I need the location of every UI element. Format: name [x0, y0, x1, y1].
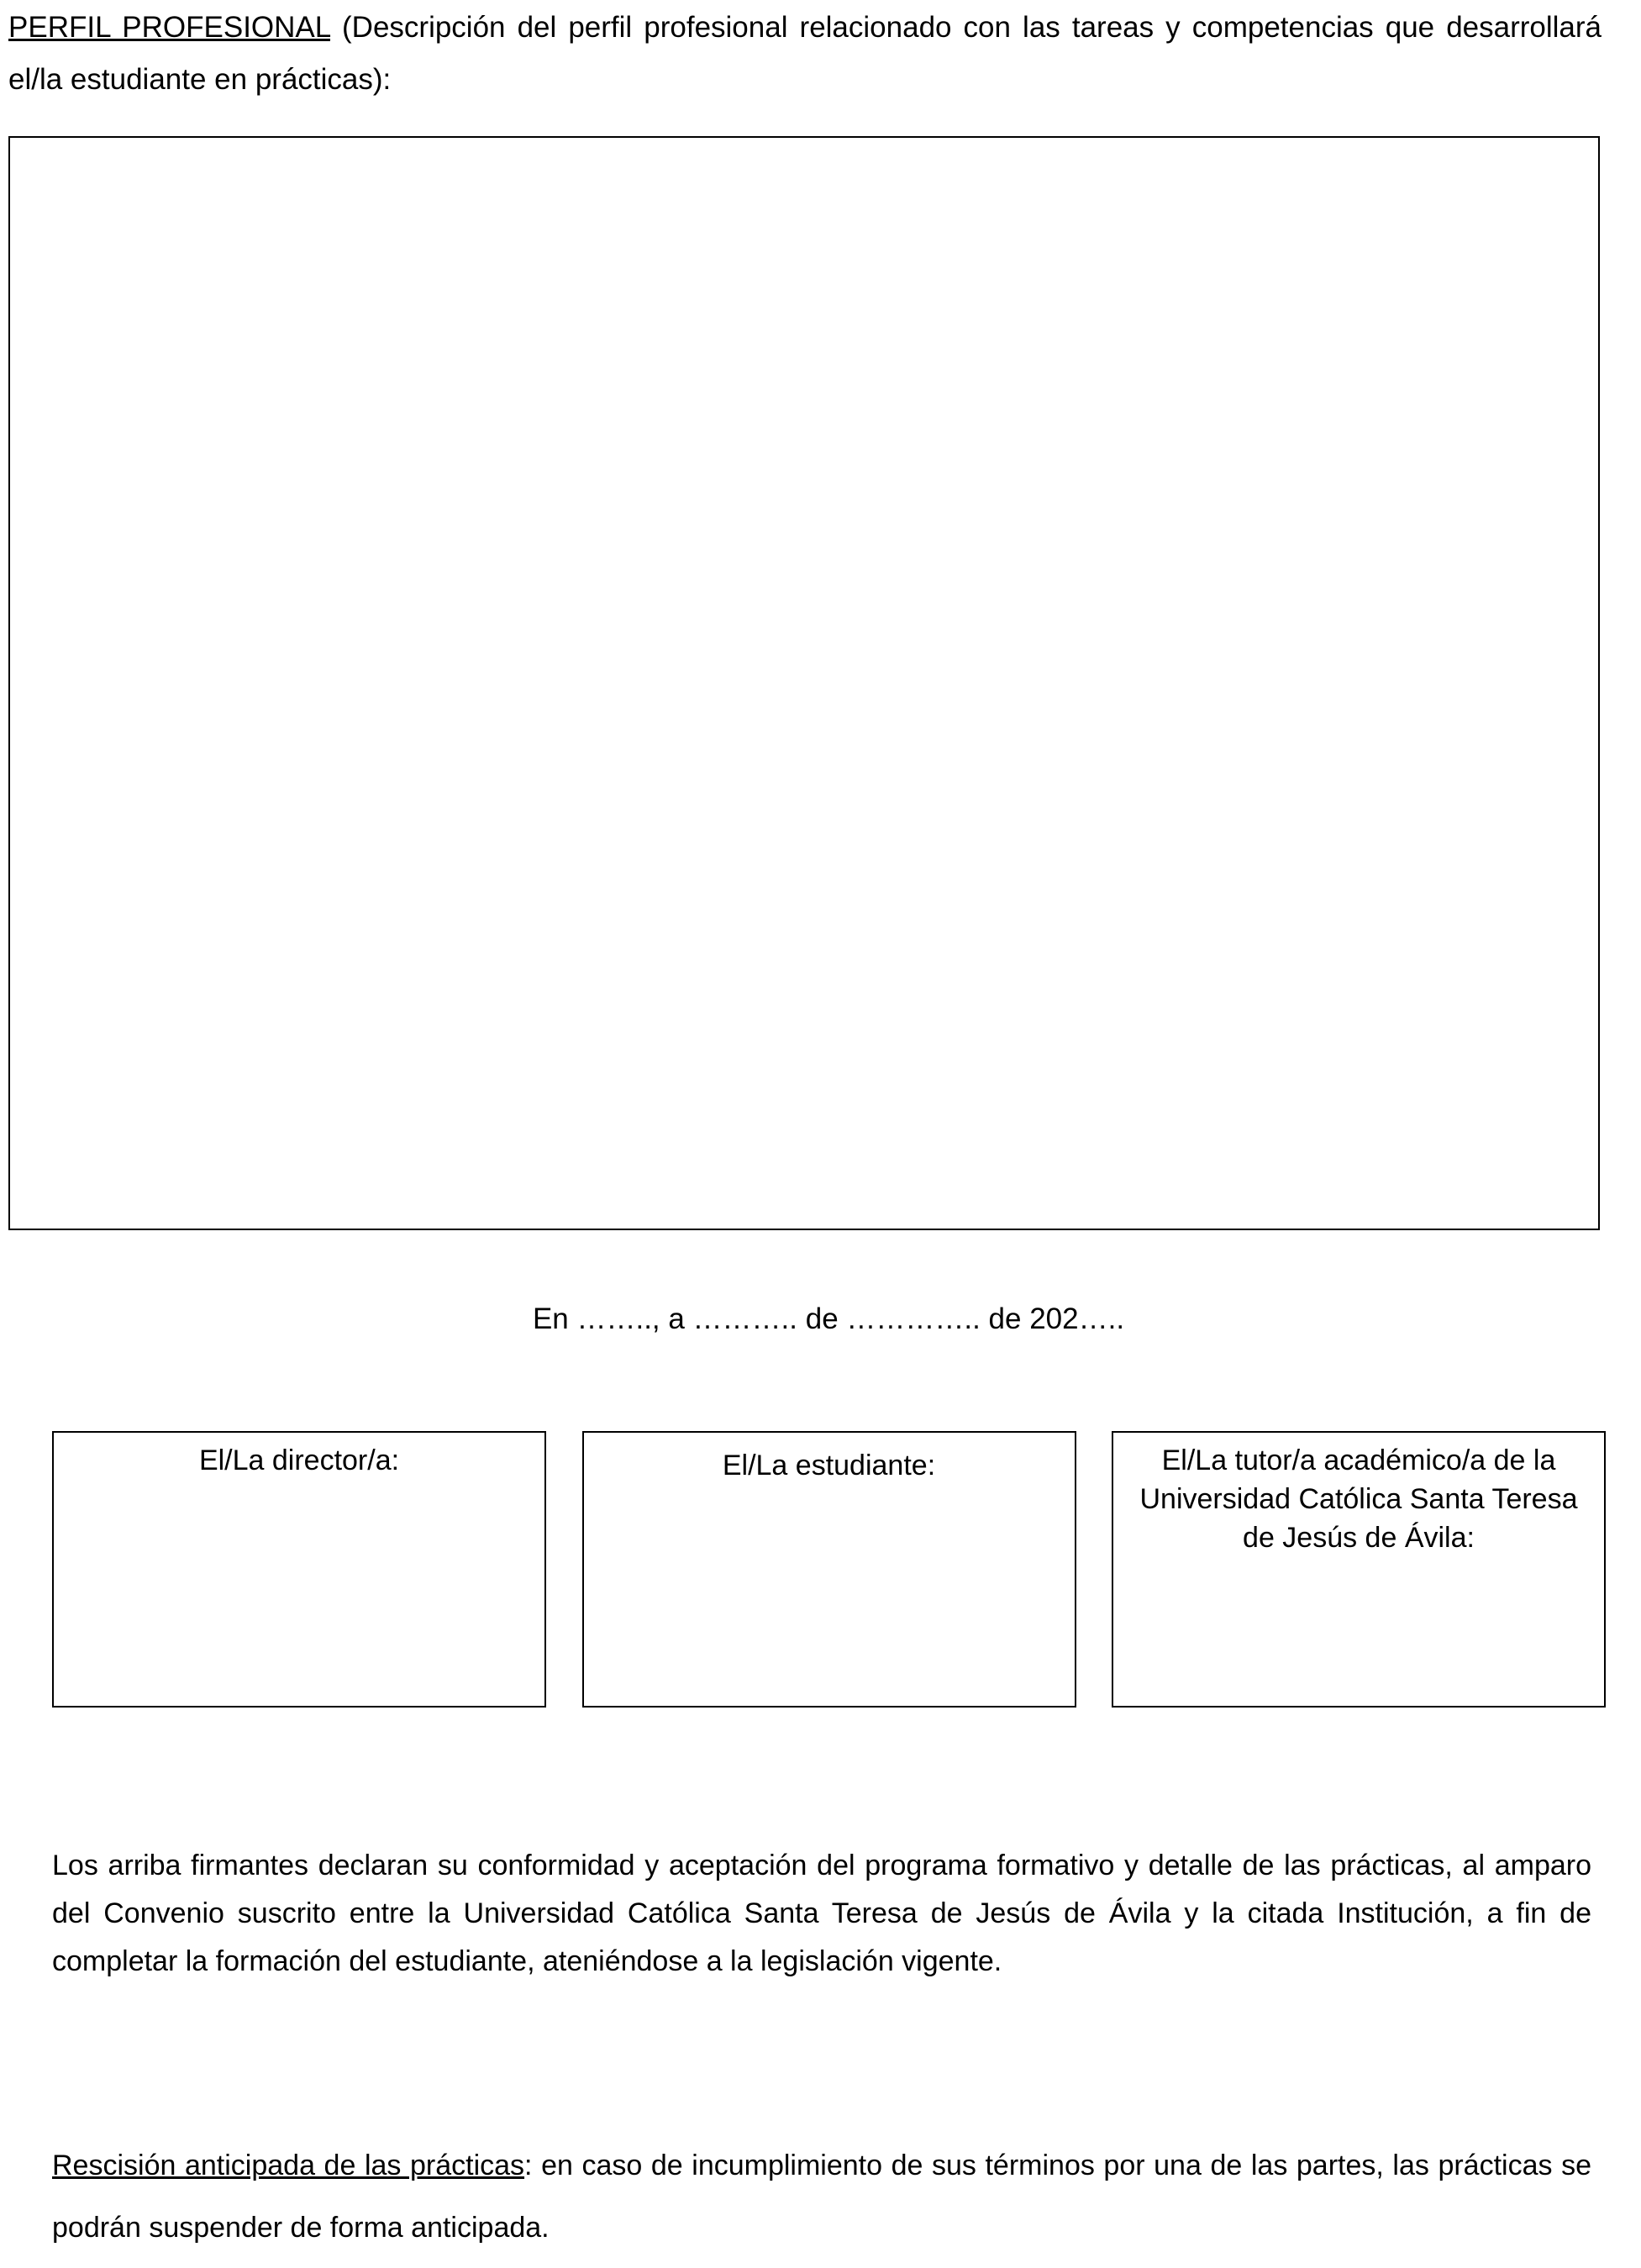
date-line: En …….., a ……….. de ………….. de 202….. — [532, 1302, 1125, 1335]
signature-box-director[interactable] — [52, 1431, 546, 1708]
signature-row — [52, 1431, 1606, 1708]
signature-box-academic-tutor[interactable] — [1112, 1431, 1606, 1708]
signature-box-student[interactable] — [582, 1431, 1076, 1708]
signature-label-student: El/La estudiante: — [722, 1450, 936, 1481]
profile-description-box[interactable] — [8, 136, 1600, 1230]
agreement-paragraph: Los arriba firmantes declaran su conformidad y aceptación del programa formativo y detalle de las prácticas, al amparo del Convenio suscrito entre la Universidad Católica Santa Teresa de Jesús de Ávila y la citada Institución, a fin de completar la formación del estudiante, ateniéndose a la legislación vigente. — [52, 1850, 1591, 1977]
section-heading-title: PERFIL PROFESIONAL — [8, 11, 330, 44]
section-heading — [8, 2, 1602, 106]
rescission-text: : en caso de incumplimiento de sus términos por una de las partes, las prácticas se podrán suspender de forma anticipada. — [52, 2150, 1591, 2244]
signature-label-academic-tutor: El/La tutor/a académico/a de la Universidad Católica Santa Teresa de Jesús de Ávila: — [1139, 1444, 1578, 1554]
section-heading-description: (Descripción del perfil profesional relacionado con las tareas y competencias que desarrollará el/la estudiante en prácticas): — [8, 11, 1602, 96]
rescission-paragraph — [52, 2134, 1591, 2259]
signature-label-director: El/La director/a: — [198, 1444, 400, 1476]
rescission-title: Rescisión anticipada de las prácticas — [52, 2150, 525, 2181]
